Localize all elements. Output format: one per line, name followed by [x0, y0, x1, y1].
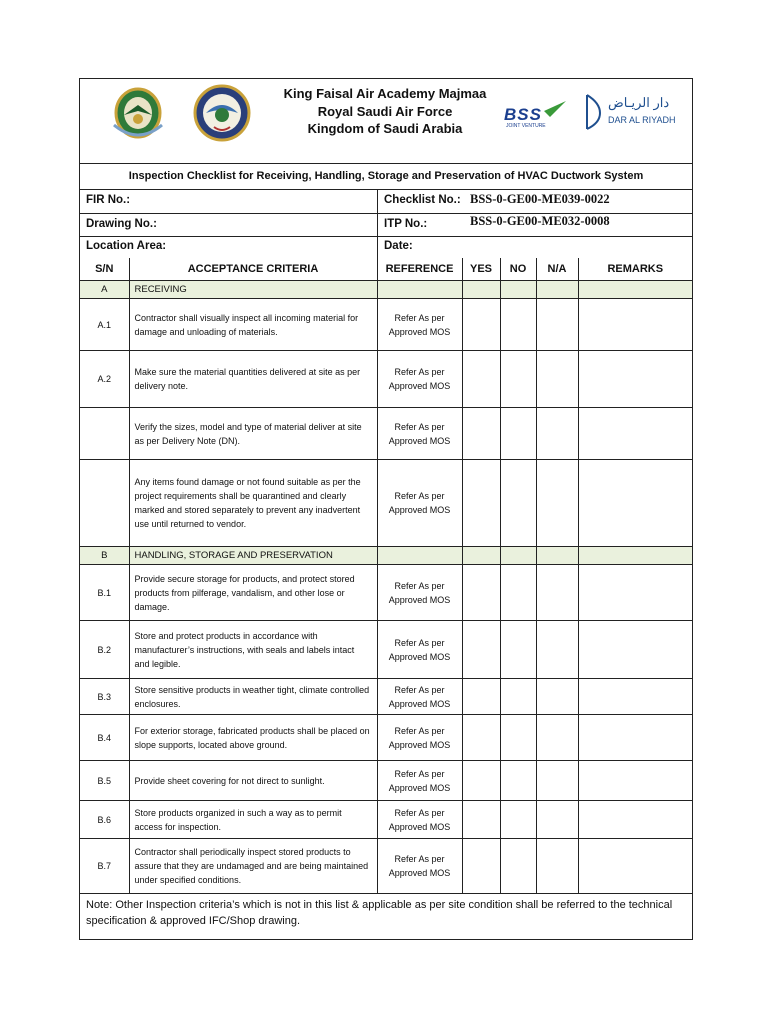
na-cell[interactable]: [536, 299, 578, 351]
date-label: Date:: [384, 240, 413, 252]
info-row-fir: [80, 190, 692, 214]
checklist-label: Checklist No.:: [384, 194, 461, 206]
row-reference: Refer As per Approved MOS: [377, 621, 462, 679]
itp-label: ITP No.:: [384, 218, 428, 230]
air-force-emblem-icon: [190, 83, 254, 143]
row-sn: A.1: [80, 299, 129, 351]
section-sn: A: [80, 281, 129, 299]
header-title-block: [270, 85, 500, 138]
remarks-cell[interactable]: [578, 299, 692, 351]
yes-cell[interactable]: [462, 299, 500, 351]
row-reference: Refer As per Approved MOS: [377, 460, 462, 547]
table-row: [80, 408, 692, 460]
yes-cell[interactable]: [462, 460, 500, 547]
row-sn: A.2: [80, 351, 129, 408]
location-label: Location Area:: [86, 240, 167, 252]
row-sn: [80, 408, 129, 460]
itp-value: BSS-0-GE00-ME032-0008: [470, 214, 610, 228]
na-cell[interactable]: [536, 621, 578, 679]
row-sn: B.6: [80, 801, 129, 839]
col-header-sn: S/N: [80, 258, 129, 281]
row-criteria: For exterior storage, fabricated products shall be placed on slope supports, located above ground.: [129, 715, 377, 761]
na-cell[interactable]: [536, 801, 578, 839]
row-criteria: Contractor shall periodically inspect stored products to assure that they are undamaged and are being maintained under specified conditions.: [129, 839, 377, 894]
no-cell[interactable]: [500, 408, 536, 460]
yes-cell[interactable]: [462, 839, 500, 894]
table-row: [80, 621, 692, 679]
header-line-2: Royal Saudi Air Force: [317, 103, 453, 119]
no-cell[interactable]: [500, 460, 536, 547]
row-reference: Refer As per Approved MOS: [377, 299, 462, 351]
bss-logo-subtext: JOINT VENTURE: [506, 123, 546, 129]
row-reference: Refer As per Approved MOS: [377, 715, 462, 761]
row-sn: B.4: [80, 715, 129, 761]
row-reference: Refer As per Approved MOS: [377, 761, 462, 801]
col-header-criteria: ACCEPTANCE CRITERIA: [129, 258, 377, 281]
no-cell[interactable]: [500, 715, 536, 761]
header-line-1: King Faisal Air Academy Majmaa: [283, 86, 487, 101]
na-cell[interactable]: [536, 408, 578, 460]
row-reference: Refer As per Approved MOS: [377, 351, 462, 408]
table-row: [80, 801, 692, 839]
drawing-label: Drawing No.:: [86, 218, 157, 230]
header-line-3: Kingdom of Saudi Arabia: [307, 121, 463, 136]
yes-cell[interactable]: [462, 801, 500, 839]
checklist-sheet: [79, 78, 693, 940]
section-label: HANDLING, STORAGE AND PRESERVATION: [129, 547, 377, 565]
yes-cell[interactable]: [462, 761, 500, 801]
row-criteria: Any items found damage or not found suitable as per the project requirements shall be quarantined and clearly marked and stored separately to prevent any inadvertent use until returned to vendor.: [129, 460, 377, 547]
yes-cell[interactable]: [462, 621, 500, 679]
checklist-value: BSS-0-GE00-ME039-0022: [470, 192, 610, 206]
section-label: RECEIVING: [129, 281, 377, 299]
row-criteria: Contractor shall visually inspect all incoming material for damage and unloading of materials.: [129, 299, 377, 351]
remarks-cell[interactable]: [578, 565, 692, 621]
remarks-cell[interactable]: [578, 460, 692, 547]
col-header-reference: REFERENCE: [377, 258, 462, 281]
bss-logo: [504, 99, 570, 131]
table-row: [80, 460, 692, 547]
row-sn: B.5: [80, 761, 129, 801]
row-sn: B.7: [80, 839, 129, 894]
yes-cell[interactable]: [462, 715, 500, 761]
yes-cell[interactable]: [462, 408, 500, 460]
fir-label: FIR No.:: [86, 194, 131, 206]
table-row: [80, 715, 692, 761]
no-cell[interactable]: [500, 621, 536, 679]
col-header-yes: YES: [462, 258, 500, 281]
na-cell[interactable]: [536, 460, 578, 547]
remarks-cell[interactable]: [578, 621, 692, 679]
table-row: [80, 679, 692, 715]
na-cell[interactable]: [536, 351, 578, 408]
row-sn: B.2: [80, 621, 129, 679]
na-cell[interactable]: [536, 761, 578, 801]
row-sn: B.3: [80, 679, 129, 715]
row-criteria: Store and protect products in accordance with manufacturer’s instructions, with seals and labels intact and legible.: [129, 621, 377, 679]
col-header-remarks: REMARKS: [578, 258, 692, 281]
table-row: [80, 761, 692, 801]
col-header-na: N/A: [536, 258, 578, 281]
col-header-no: NO: [500, 258, 536, 281]
table-row: [80, 299, 692, 351]
no-cell[interactable]: [500, 761, 536, 801]
dar-al-riyadh-logo: [584, 93, 680, 133]
na-cell[interactable]: [536, 565, 578, 621]
section-row-receiving: [80, 281, 692, 299]
row-criteria: Provide secure storage for products, and protect stored products from pilferage, vandalism, and other lose or damage.: [129, 565, 377, 621]
bss-logo-text: BSS: [504, 105, 542, 124]
remarks-cell[interactable]: [578, 801, 692, 839]
row-reference: Refer As per Approved MOS: [377, 801, 462, 839]
no-cell[interactable]: [500, 801, 536, 839]
table-row: [80, 565, 692, 621]
remarks-cell[interactable]: [578, 408, 692, 460]
table-row: [80, 839, 692, 894]
section-row-handling: [80, 547, 692, 565]
document-header: [80, 79, 692, 164]
na-cell[interactable]: [536, 839, 578, 894]
footer-note: Note: Other Inspection criteria’s which is not in this list & applicable as per site condition shall be referred to the technical specification & approved IFC/Shop drawing.: [86, 899, 673, 927]
row-criteria: Provide sheet covering for not direct to sunlight.: [129, 761, 377, 801]
air-academy-emblem-icon: [108, 85, 168, 141]
dar-logo-text: DAR AL RIYADH: [608, 115, 676, 125]
dar-logo-arabic: دار الريـاض: [608, 95, 670, 110]
row-reference: Refer As per Approved MOS: [377, 565, 462, 621]
section-sn: B: [80, 547, 129, 565]
row-criteria: Make sure the material quantities delivered at site as per delivery note.: [129, 351, 377, 408]
yes-cell[interactable]: [462, 679, 500, 715]
row-sn: [80, 460, 129, 547]
remarks-cell[interactable]: [578, 715, 692, 761]
row-criteria: Store products organized in such a way as to permit access for inspection.: [129, 801, 377, 839]
row-criteria: Verify the sizes, model and type of material deliver at site as per Delivery Note (DN).: [129, 408, 377, 460]
na-cell[interactable]: [536, 715, 578, 761]
yes-cell[interactable]: [462, 351, 500, 408]
no-cell[interactable]: [500, 839, 536, 894]
no-cell[interactable]: [500, 565, 536, 621]
info-row-location: [80, 236, 692, 258]
row-reference: Refer As per Approved MOS: [377, 679, 462, 715]
no-cell[interactable]: [500, 679, 536, 715]
yes-cell[interactable]: [462, 565, 500, 621]
na-cell[interactable]: [536, 679, 578, 715]
table-row: [80, 351, 692, 408]
row-sn: B.1: [80, 565, 129, 621]
remarks-cell[interactable]: [578, 679, 692, 715]
no-cell[interactable]: [500, 299, 536, 351]
table-header-row: [80, 258, 692, 281]
remarks-cell[interactable]: [578, 839, 692, 894]
checklist-table: [80, 258, 692, 894]
info-row-drawing: [80, 213, 692, 237]
remarks-cell[interactable]: [578, 761, 692, 801]
remarks-cell[interactable]: [578, 351, 692, 408]
no-cell[interactable]: [500, 351, 536, 408]
row-reference: Refer As per Approved MOS: [377, 408, 462, 460]
row-criteria: Store sensitive products in weather tight, climate controlled enclosures.: [129, 679, 377, 715]
row-reference: Refer As per Approved MOS: [377, 839, 462, 894]
checklist-title: Inspection Checklist for Receiving, Handling, Storage and Preservation of HVAC Ductwork System: [80, 163, 692, 190]
